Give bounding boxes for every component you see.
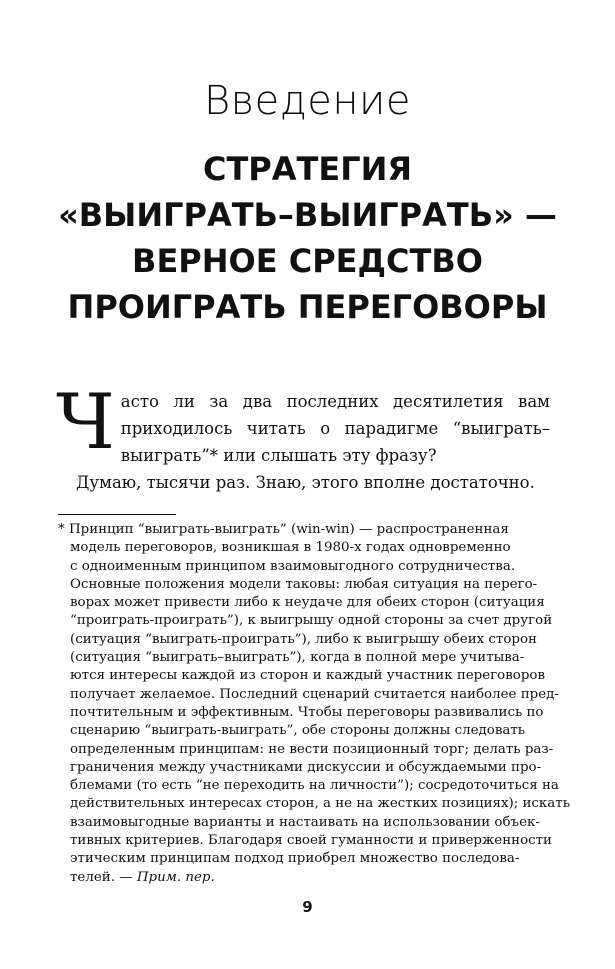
chapter-label: Введение — [203, 78, 412, 124]
footnote-line: ются интересы каждой из сторон и каждый участник переговоров — [70, 668, 546, 684]
body-text — [56, 377, 550, 496]
title-line: ВЕРНОЕ СРЕДСТВО — [132, 242, 483, 280]
title-line: «ВЫИГРАТЬ–ВЫИГРАТЬ» — — [58, 196, 557, 234]
footnote-line: “проиграть-проиграть”), к выигрышу одной стороны за счет другой — [70, 613, 553, 629]
page-number: 9 — [302, 898, 313, 916]
footnote-line: * Принцип “выиграть-выиграть” (win-win) — распространенная — [58, 522, 509, 537]
footnote-line: действительных интересах сторон, а не на жестких позициях); искать — [70, 796, 570, 812]
chapter-title — [40, 146, 575, 330]
footnote — [58, 521, 570, 887]
title-line: ПРОИГРАТЬ ПЕРЕГОВОРЫ — [67, 288, 548, 326]
footnote-line: получает желаемое. Последний сценарий считается наиболее пред- — [70, 686, 559, 702]
footnote-line: с одноименным принципом взаимовыгодного сотрудничества. — [70, 558, 516, 574]
footnote-line: (ситуация “выиграть–выиграть”), когда в полной мере учитыва- — [70, 650, 525, 666]
translator-note: Прим. пер. — [136, 869, 215, 885]
footnote-line: почтительным и эффективным. Чтобы переговоры развивались по — [70, 704, 544, 720]
paragraph-text: асто ли за два последних десятилетия вам приходилось читать о парадигме “выиграть–выиграть”* или слышать эту фразу? — [120, 392, 550, 465]
drop-cap: Ч — [56, 377, 115, 466]
title-line: СТРАТЕГИЯ — [202, 150, 413, 188]
footnote-line: ворах может привести либо к неудаче для обеих сторон (ситуация — [70, 595, 545, 611]
paragraph: Думаю, тысячи раз. Знаю, этого вполне достаточно. — [76, 473, 535, 492]
footnote-divider — [58, 514, 176, 515]
footnote-line: определенным принципам: не вести позиционный торг; делать раз- — [70, 741, 554, 757]
footnote-line: граничения между участниками дискуссии и обсуждаемыми про- — [70, 759, 542, 775]
footnote-text: телей. — — [70, 869, 137, 885]
paragraph — [56, 377, 550, 469]
footnote-line: (ситуация “выиграть-проиграть”), либо к выигрышу обеих сторон — [70, 631, 537, 647]
footnote-line: сценарию “выиграть-выиграть”, обе стороны должны следовать — [70, 723, 526, 739]
footnote-line: этическим принципам подход приобрел множество последова- — [70, 851, 520, 867]
footnote-line-last — [58, 869, 554, 887]
footnote-line: модель переговоров, возникшая в 1980-х годах одновременно — [70, 540, 511, 556]
footnote-line: взаимовыгодные варианты и настаивать на использовании объек- — [70, 814, 540, 830]
footnote-line: блемами (то есть “не переходить на личности”); сосредоточиться на — [70, 778, 559, 794]
footnote-line: тивных критериев. Благодаря своей гуманности и приверженности — [70, 833, 552, 849]
footnote-line: Основные положения модели таковы: любая ситуация на перего- — [70, 576, 538, 592]
